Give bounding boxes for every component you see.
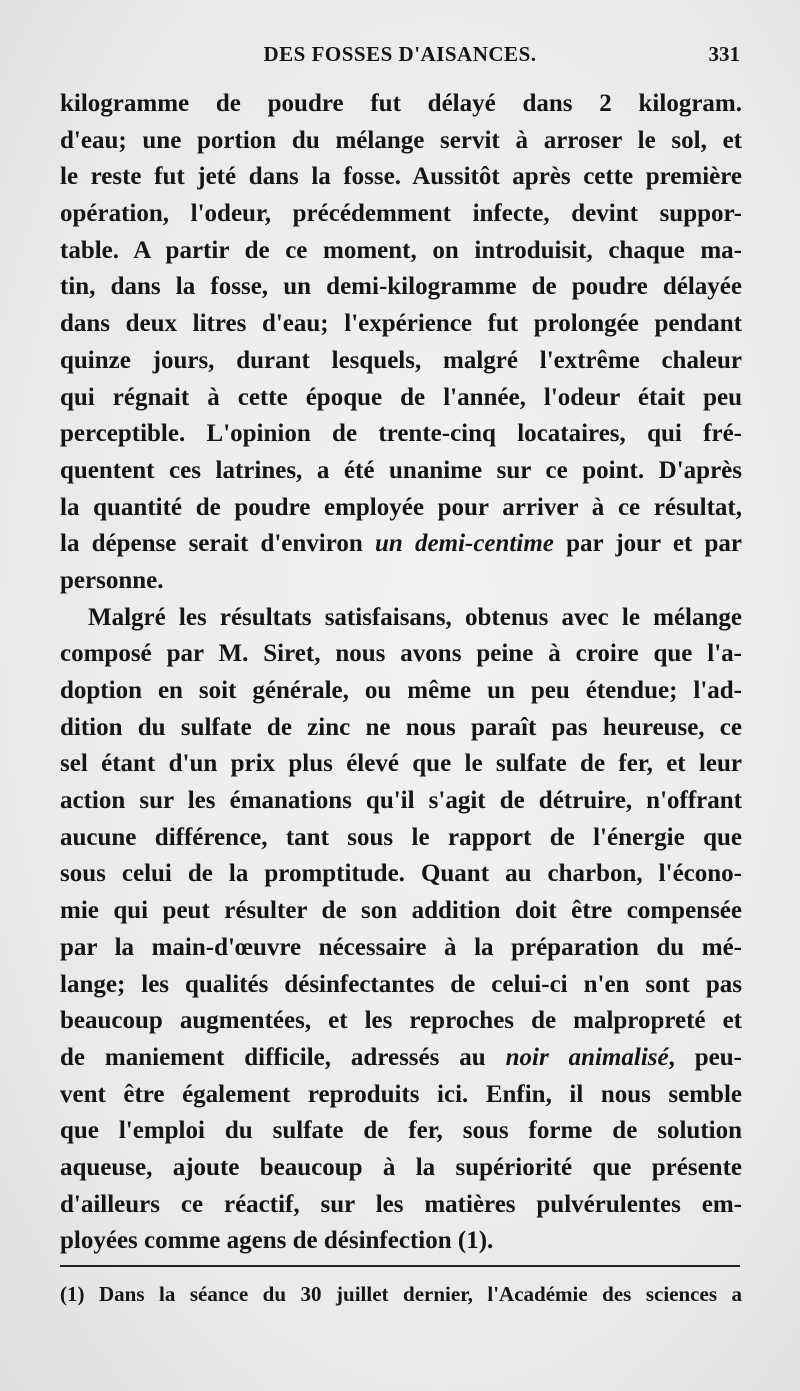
- text-line: perceptible. L'opinion de trente-cinq locataires, qui fré-: [60, 420, 742, 448]
- italic-phrase: noir animalisé: [505, 1043, 669, 1071]
- text-line: kilogramme de poudre fut délayé dans 2 kilogram.: [60, 90, 742, 117]
- text-line: opération, l'odeur, précédemment infecte, devint suppor-: [60, 200, 742, 228]
- text-line: par la main-d'œuvre nécessaire à la préparation du mé-: [60, 933, 742, 961]
- text-line: [60, 1040, 742, 1077]
- text-line: mie qui peut résulter de son addition doit être compensée: [60, 897, 742, 925]
- text-line: ployées comme agens de désinfection (1).: [60, 1227, 494, 1255]
- text-segment: de maniement difficile, adressés au: [60, 1043, 506, 1071]
- text-line: Malgré les résultats satisfaisans, obtenus avec le mélange: [88, 603, 742, 631]
- text-line: dans deux litres d'eau; l'expérience fut prolongée pendant: [60, 310, 742, 338]
- running-title: DES FOSSES D'AISANCES.: [263, 42, 537, 66]
- text-segment: la dépense serait d'environ: [60, 530, 376, 558]
- text-line: tin, dans la fosse, un demi-kilogramme de poudre délayée: [60, 273, 742, 301]
- text-line: sel étant d'un prix plus élevé que le sulfate de fer, et leur: [60, 750, 742, 778]
- paragraph-2: [60, 600, 742, 1260]
- text-line: d'eau; une portion du mélange servit à arroser le sol, et: [60, 126, 742, 154]
- text-line: que l'emploi du sulfate de fer, sous forme de solution: [60, 1117, 742, 1145]
- text-line: lange; les qualités désinfectantes de celui-ci n'en sont pas: [60, 970, 742, 998]
- text-line: le reste fut jeté dans la fosse. Aussitôt après cette première: [60, 163, 742, 191]
- text-line: beaucoup augmentées, et les reproches de malpropreté et: [60, 1007, 742, 1035]
- paragraph-1: [60, 86, 742, 600]
- text-line: [60, 526, 742, 563]
- text-line: la quantité de poudre employée pour arriver à ce résultat,: [60, 493, 742, 521]
- text-line: aucune différence, tant sous le rapport de l'énergie que: [60, 823, 742, 851]
- text-line: quinze jours, durant lesquels, malgré l'extrême chaleur: [60, 346, 742, 374]
- text-line: vent être également reproduits ici. Enfin, il nous semble: [60, 1080, 742, 1108]
- text-segment: par jour et par: [553, 530, 743, 558]
- text-line: doption en soit générale, ou même un peu étendue; l'ad-: [60, 677, 742, 704]
- text-line: dition du sulfate de zinc ne nous paraît pas heureuse, ce: [60, 713, 742, 741]
- page-header: [60, 42, 740, 72]
- italic-phrase: un demi-centime: [375, 530, 554, 558]
- text-line: aqueuse, ajoute beaucoup à la supériorité que présente: [60, 1153, 742, 1181]
- text-line: d'ailleurs ce réactif, sur les matières pulvérulentes em-: [60, 1190, 742, 1218]
- text-segment: , peu-: [668, 1043, 742, 1071]
- body-text: [60, 86, 742, 1260]
- footnote-divider: [60, 1265, 740, 1267]
- footnote: (1) Dans la séance du 30 juillet dernier, l'Académie des sciences a: [60, 1282, 742, 1306]
- page-number: 331: [708, 42, 740, 66]
- text-line: personne.: [60, 566, 164, 594]
- text-line: table. A partir de ce moment, on introduisit, chaque ma-: [60, 236, 742, 264]
- text-line: sous celui de la promptitude. Quant au charbon, l'écono-: [60, 860, 742, 888]
- text-line: qui régnait à cette époque de l'année, l'odeur était peu: [60, 383, 742, 411]
- text-line: composé par M. Siret, nous avons peine à croire que l'a-: [60, 640, 742, 668]
- text-line: action sur les émanations qu'il s'agit de détruire, n'offrant: [60, 787, 742, 815]
- text-line: quentent ces latrines, a été unanime sur ce point. D'après: [60, 456, 742, 484]
